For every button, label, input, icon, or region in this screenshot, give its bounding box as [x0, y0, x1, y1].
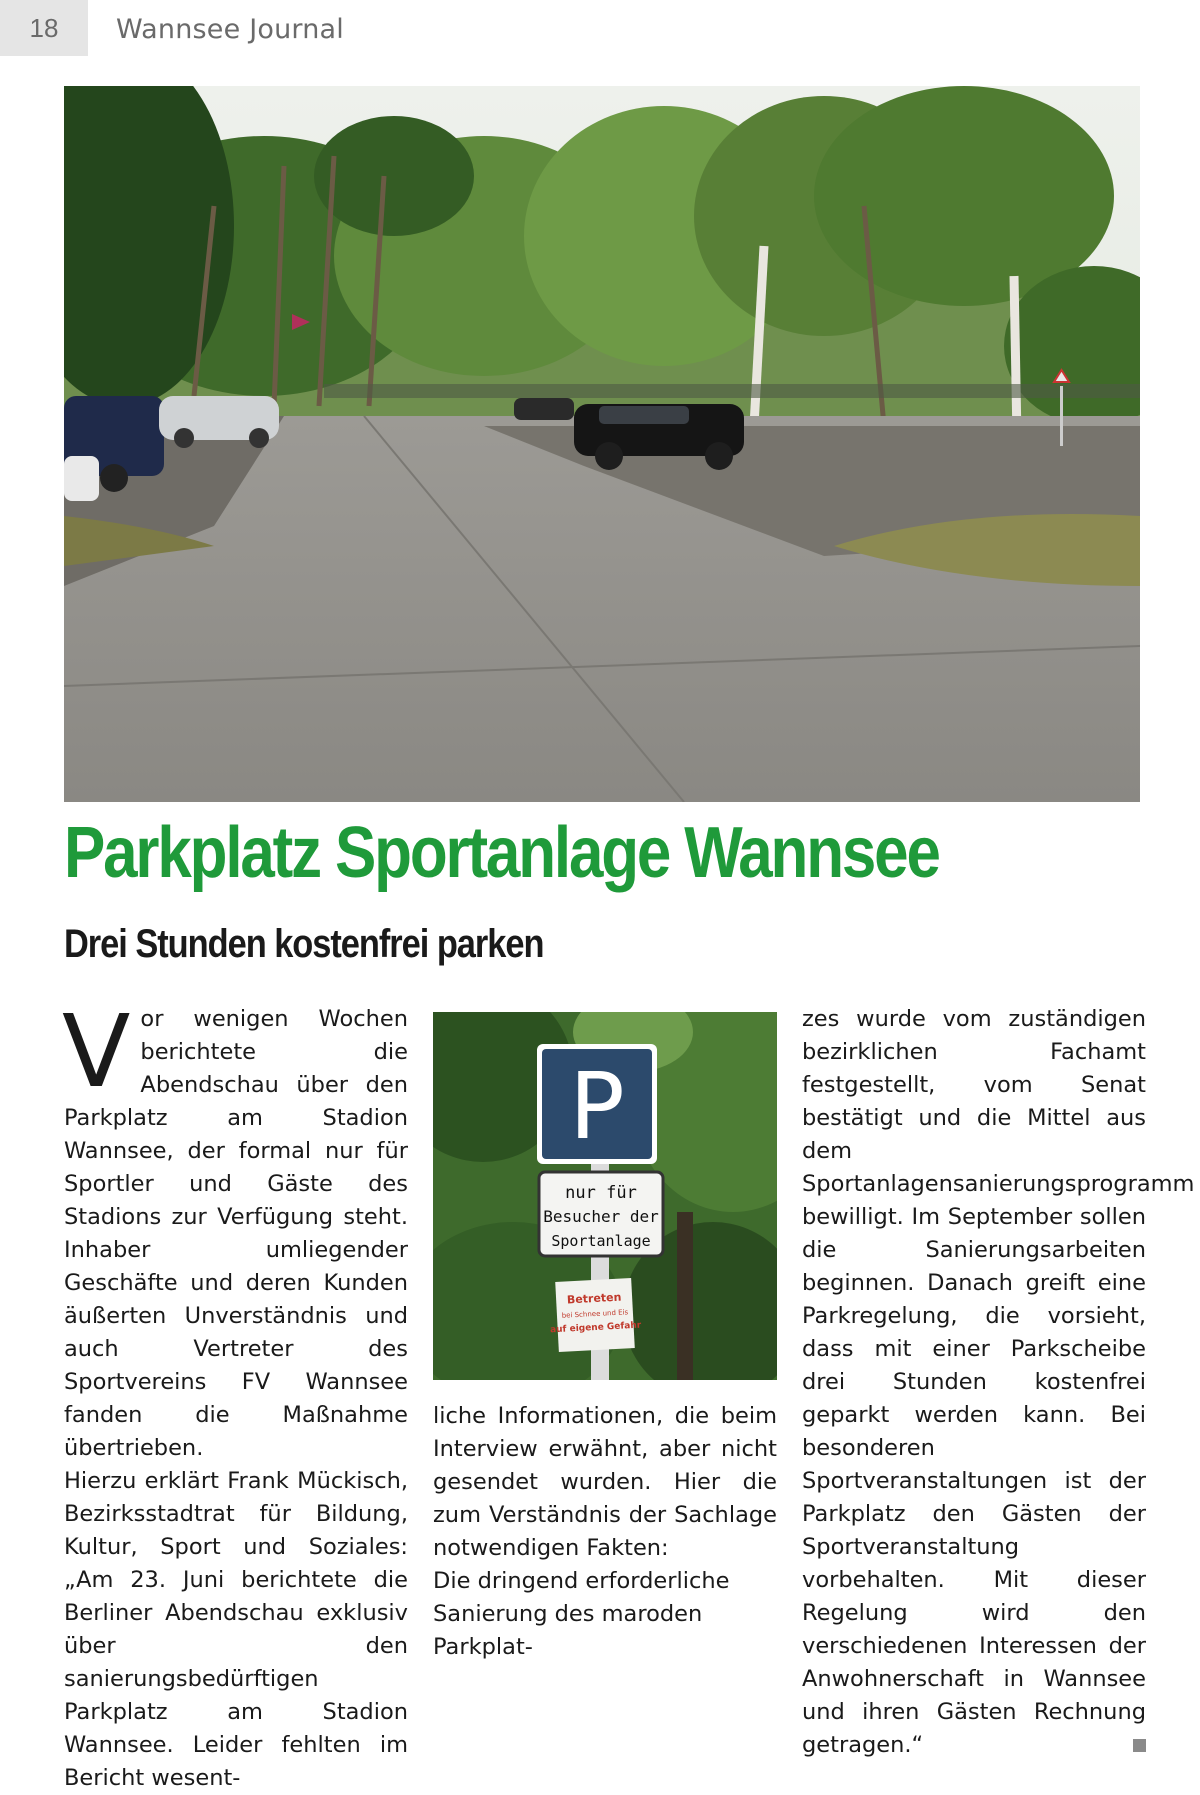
parking-sign-photo: [433, 1012, 777, 1380]
regulation-text: zes wurde vom zuständigen bezirklichen Fachamt festgestellt, vom Senat bestätigt und die Mittel aus dem Sportanlagensanierungsprogramm bewilligt. Im September sollen die Sanierungsarbeiten beginnen. Danach greift eine Parkregelung, die vorsieht, dass mit einer Parkscheibe drei Stunden kostenfrei geparkt werden kann. Bei besonderen Sportveranstaltungen ist der Parkplatz den Gästen der Sportveranstaltung vorbehalten. Mit dieser Regelung wird den verschiedenen Interessen der Anwohnerschaft in Wannsee und ihren Gästen Rechnung getragen.“: [802, 1006, 1195, 1758]
renovation-paragraph: Die dringend erforderliche Sanierung des maroden Parkplat-: [433, 1568, 730, 1660]
end-of-article-mark: [1133, 1739, 1146, 1752]
sign-line-2: Besucher der: [543, 1207, 659, 1226]
notice-line-2: bei Schnee und Eis: [561, 1308, 629, 1320]
journal-title: Wannsee Journal: [116, 14, 344, 45]
facts-intro-paragraph: liche Informationen, die beim Interview erwähnt, aber nicht gesendet wurden. Hier die zum Verständnis der Sachlage notwendigen Fakten:: [433, 1403, 777, 1561]
article-column-1: [62, 993, 408, 1795]
article-column-2: [433, 1400, 777, 1664]
subheadline: Drei Stunden kostenfrei parken: [64, 922, 544, 966]
lead-text: or wenigen Wochen berichtete die Abendschau über den Parkplatz am Stadion Wannsee, der formal nur für Sportler und Gäste des Stadions zur Verfügung steht. Inhaber umliegender Geschäfte und deren Kunden äußerten Unverständnis und auch Vertreter des Sportvereins FV Wannsee fanden die Maßnahme übertrieben.: [64, 1006, 408, 1461]
notice-line-3: auf eigene Gefahr: [549, 1320, 642, 1336]
sign-line-1: nur für: [565, 1183, 637, 1203]
dropcap: V: [62, 993, 131, 1110]
regulation-paragraph: [802, 1003, 1195, 1762]
sign-line-3: Sportanlage: [551, 1232, 651, 1250]
lead-paragraph: [62, 993, 408, 1465]
parking-lot-photo: [64, 86, 1140, 802]
quote-intro-paragraph: Hierzu erklärt Frank Mückisch, Bezirksstadtrat für Bildung, Kultur, Sport und Soziales: „Am 23. Juni berichtete die Berliner Abendschau exklusiv über den sanierungsbedürftigen Parkplatz am Stadion Wannsee. Leider fehlten im Bericht wesent-: [64, 1468, 408, 1791]
page-number: 18: [0, 0, 88, 56]
article-column-3: [802, 1003, 1195, 1762]
headline: Parkplatz Sportanlage Wannsee: [64, 813, 939, 893]
parking-p-letter: P: [569, 1053, 625, 1160]
notice-line-1: Betreten: [566, 1290, 622, 1307]
